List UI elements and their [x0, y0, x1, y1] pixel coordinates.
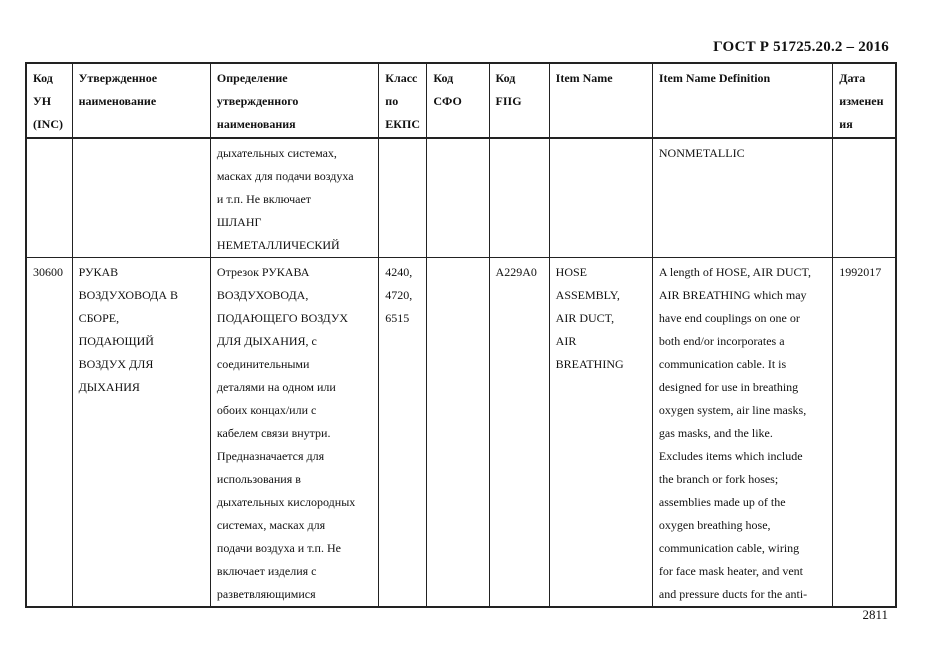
cell-date: 1992017: [833, 258, 896, 608]
cell-sfo: [427, 258, 489, 608]
cell-definition: Отрезок РУКАВА ВОЗДУХОВОДА, ПОДАЮЩЕГО ВОЗДУХ ДЛЯ ДЫХАНИЯ, с соединительными деталями на одном или обоих концах/или с кабелем связи внутри. Предназначается для использования в дыхательных кислородных системах, масках для подачи воздуха и т.п. Не включает изделия с разветвляющимися: [210, 258, 378, 608]
cell-class: [379, 138, 427, 258]
cell-definition: дыхательных системах, масках для подачи воздуха и т.п. Не включает ШЛАНГ НЕМЕТАЛЛИЧЕСКИЙ: [210, 138, 378, 258]
cell-item-name-definition: A length of HOSE, AIR DUCT, AIR BREATHING which may have end couplings on one or both end/or incorporates a communication cable. It is designed for use in breathing oxygen system, air line masks, gas masks, and the like. Excludes items which include the branch or fork hoses; assemblies made up of the oxygen breathing hose, communication cable, wiring for face mask heater, and vent and pressure ducts for the anti-: [652, 258, 832, 608]
table-header-row: [26, 63, 896, 138]
cell-inc: [26, 138, 72, 258]
cell-date: [833, 138, 896, 258]
table-row: [26, 138, 896, 258]
header-item-name-definition: Item Name Definition: [652, 63, 832, 138]
header-definition: Определение утвержденного наименования: [210, 63, 378, 138]
cell-fiig: A229A0: [489, 258, 549, 608]
header-item-name: Item Name: [549, 63, 652, 138]
cell-class: 4240, 4720, 6515: [379, 258, 427, 608]
page-number: 2811: [862, 607, 888, 622]
cell-approved-name: [72, 138, 210, 258]
cell-sfo: [427, 138, 489, 258]
cell-fiig: [489, 138, 549, 258]
catalog-table: [25, 62, 897, 608]
cell-item-name: [549, 138, 652, 258]
header-approved-name: Утвержденное наименование: [72, 63, 210, 138]
header-inc: Код УН (INC): [26, 63, 72, 138]
header-fiig: Код FIIG: [489, 63, 549, 138]
header-date: Дата изменен ия: [833, 63, 896, 138]
cell-inc: 30600: [26, 258, 72, 608]
header-class: Класс по ЕКПС: [379, 63, 427, 138]
header-sfo: Код СФО: [427, 63, 489, 138]
table-row: [26, 258, 896, 608]
document-standard-code: ГОСТ Р 51725.20.2 – 2016: [713, 39, 889, 55]
cell-item-name-definition: NONMETALLIC: [652, 138, 832, 258]
cell-approved-name: РУКАВ ВОЗДУХОВОДА В СБОРЕ, ПОДАЮЩИЙ ВОЗДУХ ДЛЯ ДЫХАНИЯ: [72, 258, 210, 608]
cell-item-name: HOSE ASSEMBLY, AIR DUCT, AIR BREATHING: [549, 258, 652, 608]
